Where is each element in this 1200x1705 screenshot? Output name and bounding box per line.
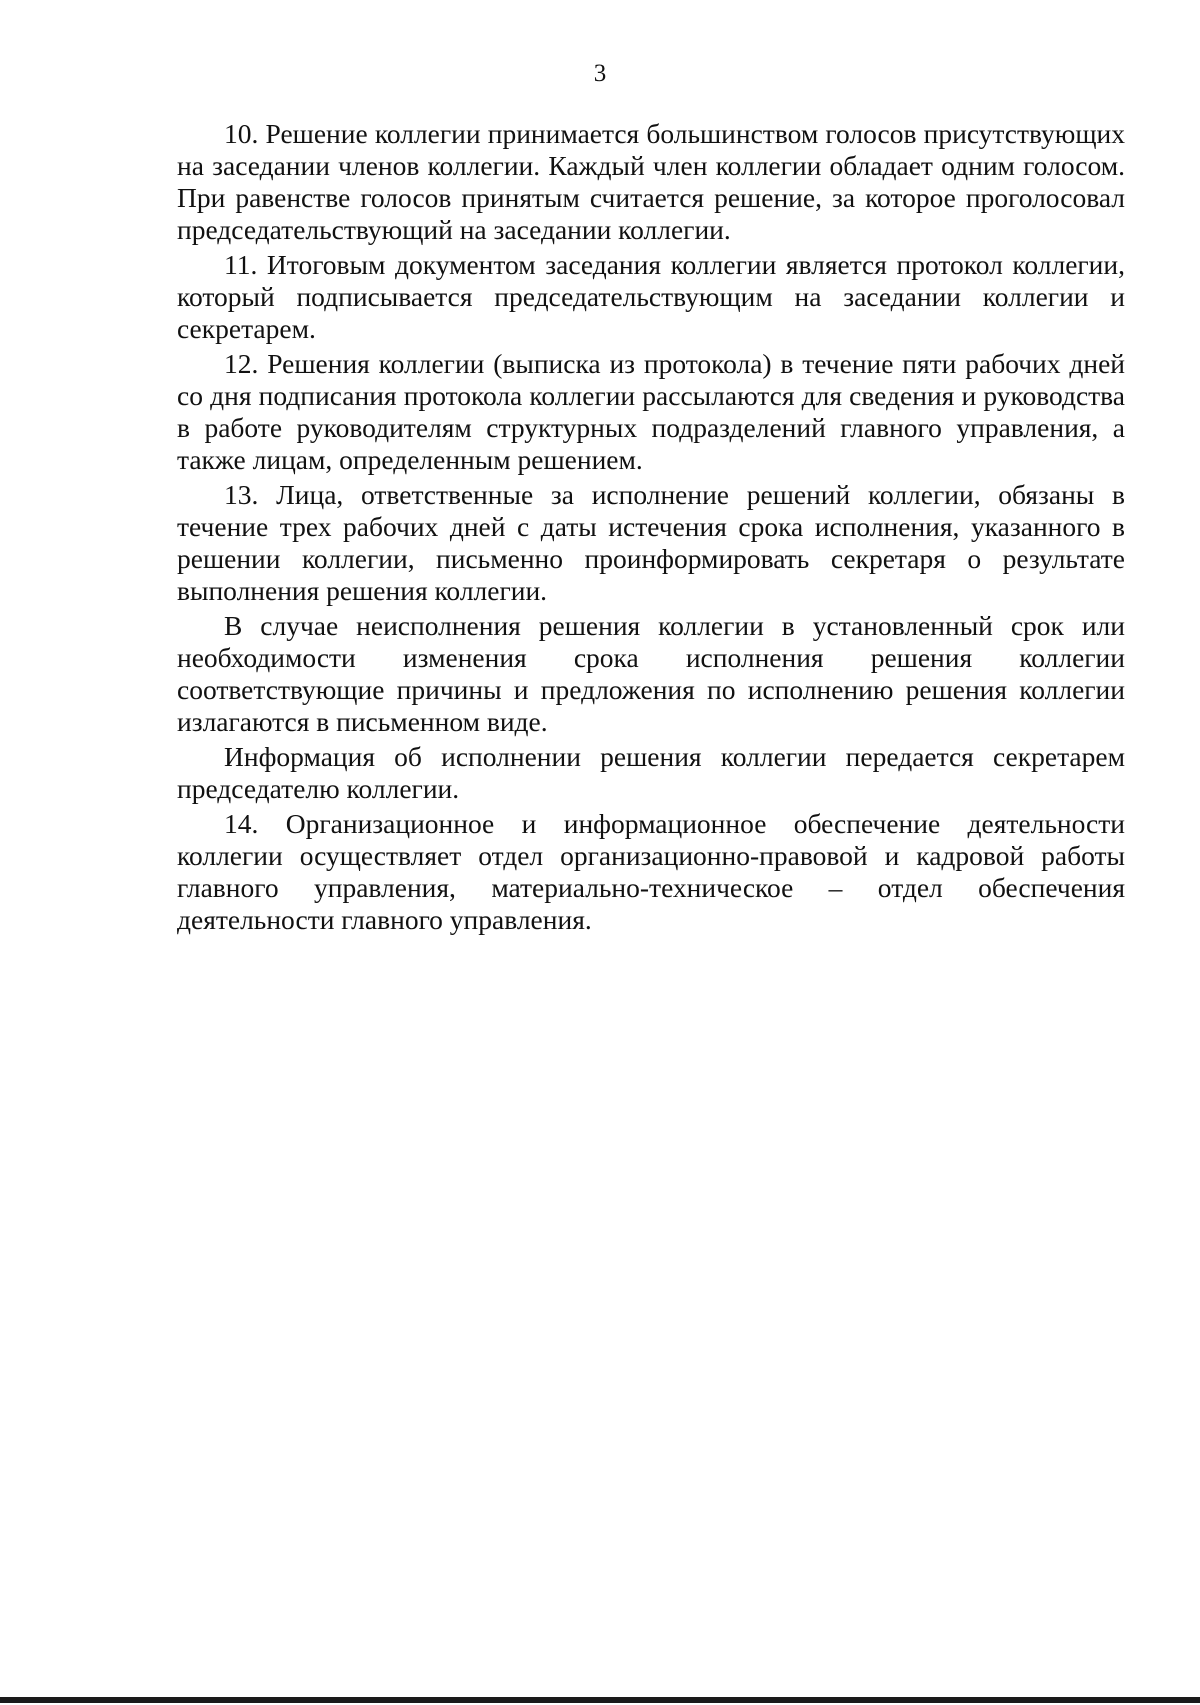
paragraph-11: 11. Итоговым документом заседания коллегии является протокол коллегии, который подписывается председательствующим на заседании коллегии и секретарем.	[177, 249, 1125, 344]
document-body	[177, 118, 1125, 939]
paragraph-10: 10. Решение коллегии принимается большинством голосов присутствующих на заседании членов коллегии. Каждый член коллегии обладает одним голосом. При равенстве голосов принятым считается решение, за которое проголосовал председательствующий на заседании коллегии.	[177, 118, 1125, 245]
paragraph-12: 12. Решения коллегии (выписка из протокола) в течение пяти рабочих дней со дня подписания протокола коллегии рассылаются для сведения и руководства в работе руководителям структурных подразделений главного управления, а также лицам, определенным решением.	[177, 348, 1125, 475]
paragraph-13: 13. Лица, ответственные за исполнение решений коллегии, обязаны в течение трех рабочих дней с даты истечения срока исполнения, указанного в решении коллегии, письменно проинформировать секретаря о результате выполнения решения коллегии.	[177, 479, 1125, 606]
paragraph-14: 14. Организационное и информационное обеспечение деятельности коллегии осуществляет отдел организационно-правовой и кадровой работы главного управления, материально-техническое – отдел обеспечения деятельности главного управления.	[177, 808, 1125, 935]
paragraph-13-information: Информация об исполнении решения коллегии передается секретарем председателю коллегии.	[177, 741, 1125, 804]
page-number: 3	[593, 60, 607, 87]
paragraph-13-non-execution: В случае неисполнения решения коллегии в установленный срок или необходимости изменения срока исполнения решения коллегии соответствующие причины и предложения по исполнению решения коллегии излагаются в письменном виде.	[177, 610, 1125, 737]
scan-bottom-edge	[0, 1697, 1200, 1703]
